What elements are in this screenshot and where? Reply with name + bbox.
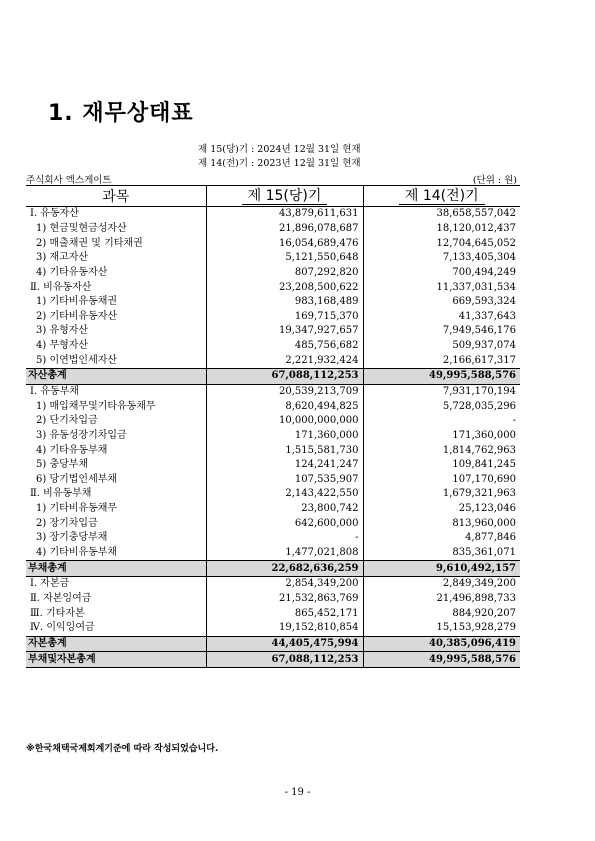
table-row (26, 458, 520, 473)
table-row (26, 487, 520, 502)
header-account (26, 186, 206, 207)
current-value-cell: 20,539,213,709 (206, 384, 363, 399)
table-row (26, 309, 520, 324)
account-cell: 자산총계 (26, 369, 206, 385)
account-cell: 1) 기타비유동채무 (36, 503, 118, 515)
account-cell: Ⅱ. 자본잉여금 (30, 592, 92, 604)
current-value-cell: 8,620,494,825 (206, 399, 363, 414)
current-value-cell: 23,208,500,622 (206, 280, 363, 295)
total-row (26, 636, 520, 652)
account-cell: 4) 기타비유동부채 (36, 547, 118, 559)
account-cell: 부채총계 (26, 561, 206, 577)
footnote: ※한국채택국제회계기준에 따라 작성되었습니다. (26, 744, 219, 754)
prior-value-cell: 1,679,321,963 (363, 487, 520, 502)
total-row (26, 561, 520, 577)
account-cell: 1) 기타비유동채권 (36, 296, 118, 308)
current-value-cell: - (206, 531, 363, 546)
header-current-label: 제 15(당)기 (242, 188, 328, 205)
account-cell: Ⅰ. 유동부채 (30, 386, 79, 397)
account-cell: Ⅰ. 유동자산 (30, 208, 79, 220)
current-value-cell: 1,515,581,730 (206, 443, 363, 458)
table-row (26, 473, 520, 488)
prior-value-cell: 700,494,249 (363, 266, 520, 281)
table-row (26, 531, 520, 546)
prior-value-cell: 41,337,643 (363, 309, 520, 324)
current-value-cell: 107,535,907 (206, 473, 363, 488)
table-row (26, 399, 520, 414)
account-cell: Ⅱ. 비유동자산 (30, 281, 92, 293)
current-value-cell: 19,152,810,854 (206, 621, 363, 636)
header-current (206, 186, 363, 207)
table-row (26, 546, 520, 561)
page-number: - 19 - (284, 787, 311, 798)
prior-value-cell: - (363, 414, 520, 429)
account-cell: 2) 단기차입금 (36, 415, 98, 427)
table-row (26, 384, 520, 399)
account-cell: Ⅳ. 이익잉여금 (30, 622, 95, 634)
prior-value-cell: 884,920,207 (363, 606, 520, 621)
table-row (26, 339, 520, 354)
prior-value-cell: 109,841,245 (363, 458, 520, 473)
current-value-cell: 124,241,247 (206, 458, 363, 473)
table-row (26, 577, 520, 592)
current-value-cell: 67,088,112,253 (206, 652, 363, 668)
prior-value-cell: 7,133,405,304 (363, 251, 520, 266)
current-value-cell: 21,532,863,769 (206, 592, 363, 607)
account-cell: 3) 유동성장기차입금 (36, 429, 127, 441)
current-value-cell: 10,000,000,000 (206, 414, 363, 429)
account-cell: Ⅱ. 비유동부채 (30, 488, 92, 500)
current-value-cell: 865,452,171 (206, 606, 363, 621)
account-cell: 3) 장기충당부채 (36, 532, 108, 544)
prior-value-cell: 2,849,349,200 (363, 577, 520, 592)
current-value-cell: 21,896,078,687 (206, 222, 363, 237)
table-row (26, 516, 520, 531)
current-value-cell: 2,221,932,424 (206, 353, 363, 368)
prior-value-cell: 509,937,074 (363, 339, 520, 354)
page-title: 1. 재무상태표 (48, 101, 194, 126)
table-row (26, 295, 520, 310)
current-value-cell: 171,360,000 (206, 429, 363, 444)
table-row (26, 502, 520, 517)
table-row (26, 429, 520, 444)
prior-value-cell: 15,153,928,279 (363, 621, 520, 636)
account-cell: 2) 매출채권 및 기타채권 (36, 237, 143, 249)
prior-value-cell: 49,995,588,576 (363, 652, 520, 668)
current-value-cell: 807,292,820 (206, 266, 363, 281)
account-cell: 4) 기타유동부채 (36, 444, 108, 456)
account-cell: 2) 장기차입금 (36, 517, 98, 529)
table-row (26, 592, 520, 607)
total-row (26, 652, 520, 668)
prior-value-cell: 171,360,000 (363, 429, 520, 444)
account-cell: 2) 기타비유동자산 (36, 310, 118, 322)
table-row (26, 207, 520, 222)
current-value-cell: 5,121,550,648 (206, 251, 363, 266)
current-value-cell: 23,800,742 (206, 502, 363, 517)
table-row (26, 236, 520, 251)
prior-value-cell: 21,496,898,733 (363, 592, 520, 607)
current-value-cell: 983,168,489 (206, 295, 363, 310)
prior-value-cell: 25,123,046 (363, 502, 520, 517)
account-cell: 4) 기타유동자산 (36, 266, 108, 278)
account-cell: 6) 당기법인세부채 (36, 473, 118, 485)
prior-value-cell: 7,949,546,176 (363, 324, 520, 339)
prior-value-cell: 2,166,617,317 (363, 353, 520, 368)
period-prior: 제 14(전)기 : 2023년 12월 31일 현재 (198, 158, 361, 169)
table-row (26, 621, 520, 636)
prior-value-cell: 11,337,031,534 (363, 280, 520, 295)
current-value-cell: 2,854,349,200 (206, 577, 363, 592)
company-name: 주식회사 엑스게이트 (26, 175, 112, 186)
prior-value-cell: 49,995,588,576 (363, 369, 520, 385)
account-cell: 5) 충당부채 (36, 459, 89, 471)
prior-value-cell: 12,704,645,052 (363, 236, 520, 251)
account-cell: 자본총계 (26, 636, 206, 652)
prior-value-cell: 38,658,557,042 (363, 207, 520, 222)
account-cell: Ⅰ. 자본금 (30, 578, 70, 590)
unit-label: (단위 : 원) (472, 175, 517, 186)
current-value-cell: 642,600,000 (206, 516, 363, 531)
account-cell: Ⅲ. 기타자본 (30, 607, 85, 619)
total-row (26, 369, 520, 385)
account-cell: 4) 무형자산 (36, 340, 89, 352)
prior-value-cell: 40,385,096,419 (363, 636, 520, 652)
current-value-cell: 2,143,422,550 (206, 487, 363, 502)
current-value-cell: 169,715,370 (206, 309, 363, 324)
prior-value-cell: 18,120,012,437 (363, 222, 520, 237)
prior-value-cell: 813,960,000 (363, 516, 520, 531)
current-value-cell: 19,347,927,657 (206, 324, 363, 339)
current-value-cell: 44,405,475,994 (206, 636, 363, 652)
table-row (26, 324, 520, 339)
balance-sheet-table (26, 185, 520, 668)
table-row (26, 266, 520, 281)
table-row (26, 443, 520, 458)
header-prior (363, 186, 520, 207)
table-row (26, 606, 520, 621)
prior-value-cell: 835,361,071 (363, 546, 520, 561)
current-value-cell: 16,054,689,476 (206, 236, 363, 251)
prior-value-cell: 9,610,492,157 (363, 561, 520, 577)
table-row (26, 222, 520, 237)
account-cell: 1) 매입채무및기타유동채무 (36, 400, 156, 412)
current-value-cell: 1,477,021,808 (206, 546, 363, 561)
prior-value-cell: 107,170,690 (363, 473, 520, 488)
prior-value-cell: 7,931,170,194 (363, 384, 520, 399)
prior-value-cell: 4,877,846 (363, 531, 520, 546)
header-prior-label: 제 14(전)기 (399, 188, 485, 205)
period-current: 제 15(당)기 : 2024년 12월 31일 현재 (198, 144, 361, 155)
prior-value-cell: 5,728,035,296 (363, 399, 520, 414)
table-header-row (26, 186, 520, 207)
current-value-cell: 43,879,611,631 (206, 207, 363, 222)
table-row (26, 280, 520, 295)
header-account-label: 과목 (102, 189, 130, 205)
current-value-cell: 485,756,682 (206, 339, 363, 354)
table-row (26, 353, 520, 368)
account-cell: 1) 현금및현금성자산 (36, 222, 127, 234)
account-cell: 부채및자본총계 (26, 652, 206, 668)
account-cell: 5) 이연법인세자산 (36, 354, 118, 366)
current-value-cell: 22,682,636,259 (206, 561, 363, 577)
account-cell: 3) 유형자산 (36, 325, 89, 337)
current-value-cell: 67,088,112,253 (206, 369, 363, 385)
account-cell: 3) 재고자산 (36, 252, 89, 264)
prior-value-cell: 669,593,324 (363, 295, 520, 310)
prior-value-cell: 1,814,762,963 (363, 443, 520, 458)
table-row (26, 251, 520, 266)
table-row (26, 414, 520, 429)
